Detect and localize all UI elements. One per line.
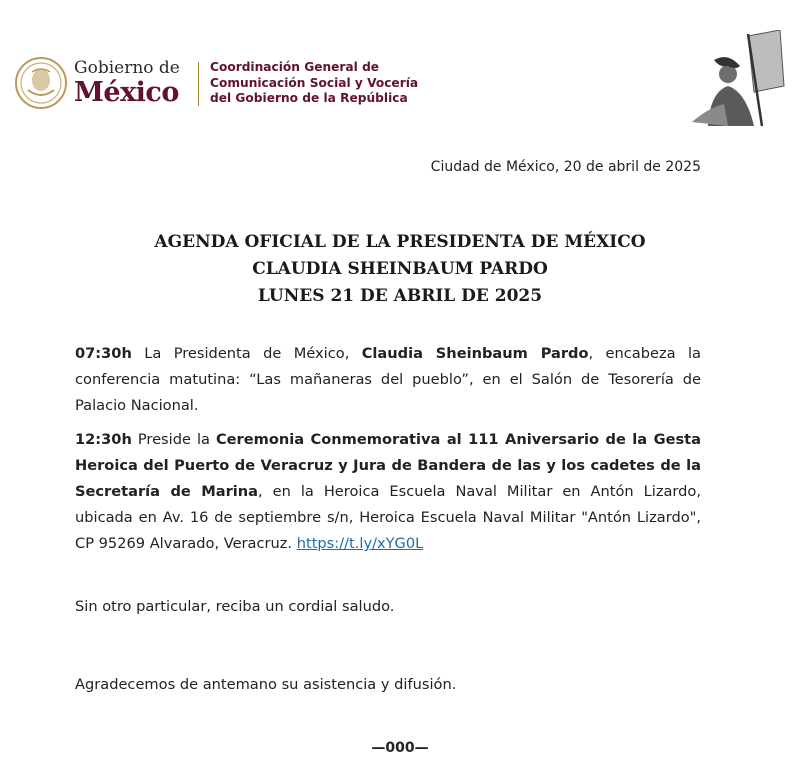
coord-line-3: del Gobierno de la República <box>210 91 408 105</box>
agenda-bold-text: Ceremonia Conmemorativa al 111 Aniversario de la Gesta Heroica del Puerto de Veracruz y Jura de Bandera de las y los cadetes de la Secretaría de Marina <box>75 431 701 500</box>
title-line-1: AGENDA OFICIAL DE LA PRESIDENTA DE MÉXICO <box>154 232 646 252</box>
agenda-text: , en la Heroica Escuela Naval Militar en Antón Lizardo, ubicada en Av. 16 de septiembre s/n, Heroica Escuela Naval Militar "Antón Lizardo", CP 95269 Alvarado, Veracruz. <box>75 483 701 552</box>
agenda-item <box>75 341 701 419</box>
title-line-3: LUNES 21 DE ABRIL DE 2025 <box>257 286 543 306</box>
agenda-item <box>75 427 701 557</box>
title-line-2: CLAUDIA SHEINBAUM PARDO <box>252 259 548 279</box>
closing-thanks: Agradecemos de antemano su asistencia y difusión. <box>75 676 457 693</box>
coord-line-1: Coordinación General de <box>210 60 380 74</box>
agenda-time: 07:30h <box>75 345 132 362</box>
document-title <box>0 229 800 310</box>
agenda-text: , encabeza la conferencia matutina: “Las mañaneras del pueblo”, en el Salón de Tesorería de Palacio Nacional. <box>75 345 701 414</box>
coat-of-arms-icon <box>14 56 68 110</box>
agenda-time: 12:30h <box>75 431 132 448</box>
agenda-text: La Presidenta de México, <box>131 345 362 362</box>
agenda-text: Preside la <box>131 431 216 448</box>
document-date: Ciudad de México, 20 de abril de 2025 <box>430 159 701 175</box>
coordination-name <box>210 60 418 107</box>
logo-line-2: México <box>74 77 179 108</box>
event-link[interactable]: https://t.ly/xYG0L <box>296 535 424 552</box>
heroine-with-flag-icon <box>688 30 786 128</box>
header-divider <box>198 62 199 106</box>
closing-greeting: Sin otro particular, reciba un cordial saludo. <box>75 598 395 615</box>
letterhead <box>0 0 800 140</box>
coord-line-2: Comunicación Social y Vocería <box>210 75 419 90</box>
end-mark: —000— <box>371 740 429 756</box>
logo-line-1: Gobierno de <box>74 58 180 78</box>
gobierno-de-mexico-logo <box>74 58 180 108</box>
agenda-bold-text: Claudia Sheinbaum Pardo <box>361 345 589 362</box>
